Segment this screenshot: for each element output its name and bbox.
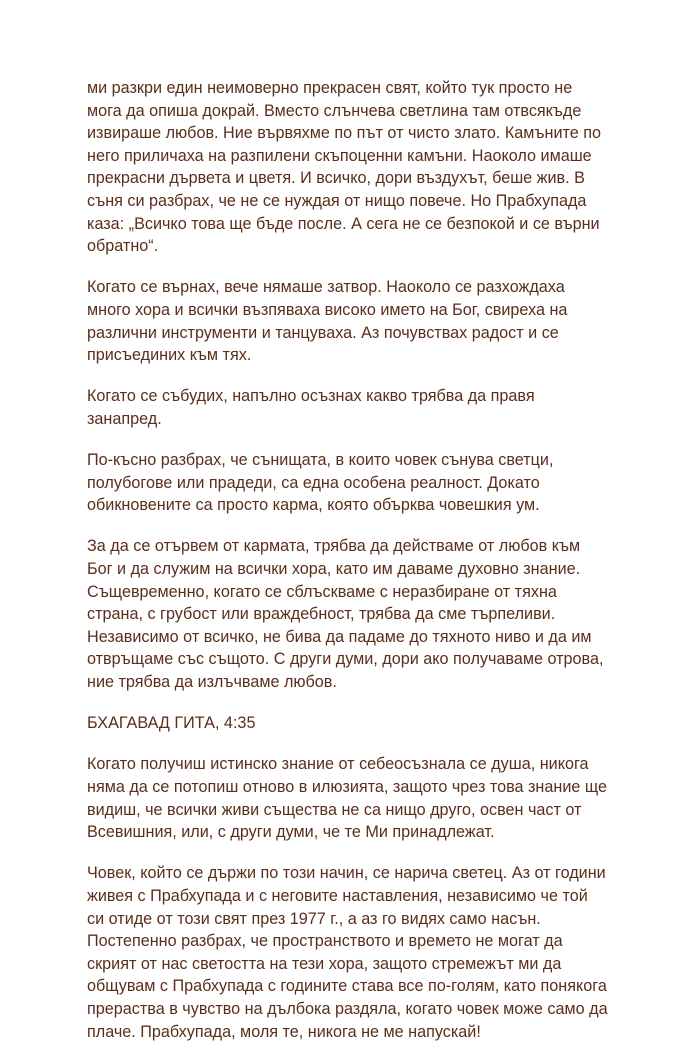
paragraph-vision: ми разкри един неимоверно прекрасен свят, който тук просто не мога да опиша докрай. Вместо слънчева светлина там отвсякъде извираше любов. Ние вървяхме по път от чисто злато. Камъните по него приличаха на разпилени скъпоценни камъни. Наоколо имаше прекрасни дървета и цветя. И всичко, дори въздухът, беше жив. В съня си разбрах, че не се нуждая от нищо повече. Но Прабхупада каза: „Всичко това ще бъде после. А сега не се безпокой и се върни обратно“. [87, 79, 602, 256]
paragraph-dreams: По-късно разбрах, че сънищата, в които човек сънува светци, полубогове или прадеди, са една особена реалност. Докато обикновените са просто карма, която обърква човешкия ум. [87, 451, 554, 515]
paragraph-return: Когато се върнах, вече нямаше затвор. Наоколо се разхождаха много хора и всички възпяваха високо името на Бог, свиреха на различни инструменти и танцуваха. Аз почувствах радост и се присъединих към тях. [87, 278, 568, 365]
paragraph-awakening: Когато се събудих, напълно осъзнах какво трябва да правя занапред. [87, 387, 535, 428]
section-heading: БХАГАВАД ГИТА, 4:35 [87, 714, 256, 733]
paragraph-karma: За да се отървем от кармата, трябва да действаме от любов към Бог и да служим на всички хора, като им даваме духовно знание. Същевременно, когато се сблъскваме с неразбиране от тяхна страна, с грубост или враждебност, трябва да сме търпеливи. Независимо от всичко, не бива да падаме до тяхното ниво и да им отвръщаме със същото. С други думи, дори ако получаваме отрова, ние трябва да излъчваме любов. [87, 537, 604, 692]
paragraph-saint: Човек, който се държи по този начин, се нарича светец. Аз от години живея с Прабхупада и с неговите наставления, независимо че той си отиде от този свят през 1977 г., а аз го видях само насън. Постепенно разбрах, че пространството и времето не могат да скрият от нас светостта на тези хора, защото стремежът ми да общувам с Прабхупада с годините става все по-голям, като понякога прераства в чувство на дълбока раздяла, когато човек може само да плаче. Прабхупада, моля те, никога не ме напускай! [87, 864, 608, 1041]
text-column [87, 77, 632, 1062]
paragraph-quote: Когато получиш истинско знание от себеосъзнала се душа, никога няма да се потопиш отново в илюзията, защото чрез това знание ще видиш, че всички живи същества не са нищо друго, освен част от Всевишния, или, с други думи, че те Ми принадлежат. [87, 755, 607, 842]
